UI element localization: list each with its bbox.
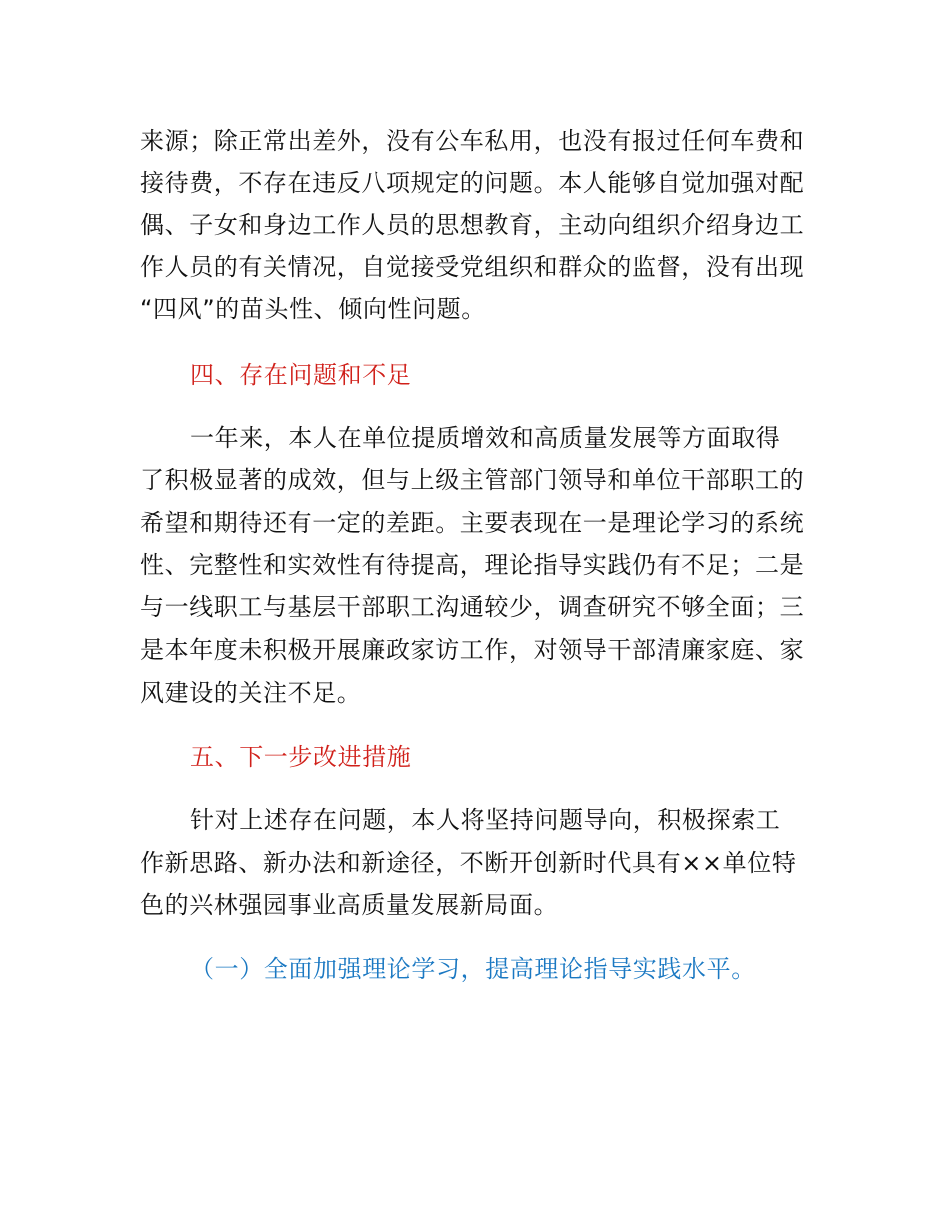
paragraph-2-line-7: 风建设的关注不足。 xyxy=(140,679,362,707)
paragraph-3-line-1: 针对上述存在问题，本人将坚持问题导向，积极探索工 xyxy=(190,806,781,834)
paragraph-1-line-2: 接待费，不存在违反八项规定的问题。本人能够自觉加强对配 xyxy=(140,169,805,197)
paragraph-2-line-2: 了积极显著的成效，但与上级主管部门领导和单位干部职工的 xyxy=(140,466,805,494)
paragraph-1-line-1: 来源；除正常出差外，没有公车私用，也没有报过任何车费和 xyxy=(140,127,805,155)
paragraph-2-line-6: 是本年度未积极开展廉政家访工作，对领导干部清廉家庭、家 xyxy=(140,636,805,664)
paragraph-3-line-2: 作新思路、新办法和新途径，不断开创新时代具有××单位特 xyxy=(140,849,797,877)
paragraph-3-line-3: 色的兴林强园事业高质量发展新局面。 xyxy=(140,891,559,919)
section-heading-problems: 四、存在问题和不足 xyxy=(190,361,412,389)
paragraph-1-line-3: 偶、子女和身边工作人员的思想教育，主动向组织介绍身边工 xyxy=(140,211,805,239)
paragraph-2-line-1: 一年来，本人在单位提质增效和高质量发展等方面取得 xyxy=(190,424,781,452)
paragraph-1-line-5: “四风”的苗头性、倾向性问题。 xyxy=(140,295,486,323)
subheading-theory-study: （一）全面加强理论学习，提高理论指导实践水平。 xyxy=(190,955,756,983)
paragraph-2-line-4: 性、完整性和实效性有待提高，理论指导实践仍有不足；二是 xyxy=(140,551,805,579)
paragraph-2-line-5: 与一线职工与基层干部职工沟通较少，调查研究不够全面；三 xyxy=(140,593,805,621)
section-heading-improvements: 五、下一步改进措施 xyxy=(190,743,412,771)
paragraph-2-line-3: 希望和期待还有一定的差距。主要表现在一是理论学习的系统 xyxy=(140,509,805,537)
paragraph-1-line-4: 作人员的有关情况，自觉接受党组织和群众的监督，没有出现 xyxy=(140,253,805,281)
